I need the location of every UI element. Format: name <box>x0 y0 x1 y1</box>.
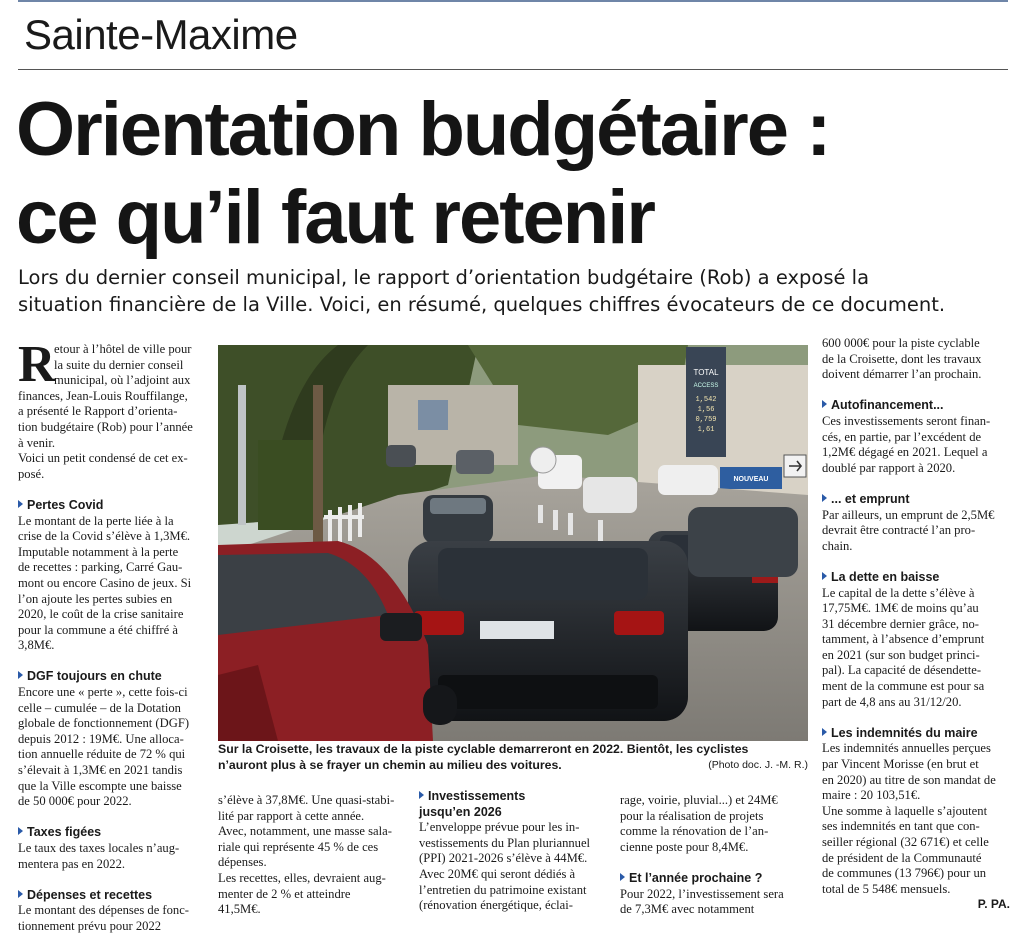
subhead-label: Dépenses et recettes <box>27 887 153 902</box>
text-line: en 2020) au titre de son mandat de <box>822 772 996 787</box>
subhead-dgf <box>18 669 202 685</box>
column-5 <box>822 336 1010 913</box>
text-line: globale de fonctionnement (DGF) <box>18 716 190 731</box>
text-line: seiller régional (32 671€) et celle <box>822 835 989 849</box>
text-line: (PPI) 2021-2026 s’élève à 44M€. <box>419 851 588 866</box>
text-line: ment de la commune est pour sa <box>822 679 985 694</box>
triangle-bullet-icon <box>419 791 424 799</box>
photo-credit: (Photo doc. J. -M. R.) <box>708 758 808 771</box>
text-line: (rénovation énergétique, éclai- <box>419 898 573 913</box>
text-line: menter de 2 % et atteindre <box>218 886 351 901</box>
column-2 <box>218 793 404 918</box>
subhead-label: Taxes figées <box>27 825 102 840</box>
text-line: doivent démarrer l’an prochain. <box>822 367 982 382</box>
text-line: devrait être contracté l’an pro- <box>822 523 976 538</box>
text-line: de 7,3M€ avec notamment <box>620 902 755 917</box>
triangle-bullet-icon <box>18 890 23 898</box>
intro-line: posé. <box>18 466 45 481</box>
text-line: dépenses. <box>218 855 267 870</box>
triangle-bullet-icon <box>18 827 23 835</box>
text-line: l’on ajoute les pertes subies en <box>18 591 173 606</box>
text-line: en 2021 (sur son budget princi- <box>822 647 980 662</box>
subhead-label: DGF toujours en chute <box>27 669 162 684</box>
lead-line-1: Lors du dernier conseil municipal, le rapport d’orientation budgétaire (Rob) a exposé la <box>18 266 870 289</box>
text-line: vestissements du Plan pluriannuel <box>419 835 591 850</box>
subhead-emprunt <box>822 492 1010 508</box>
text-line: de président de la Communauté <box>822 850 982 865</box>
subhead-label: Autofinancement... <box>831 398 944 413</box>
text-line: tion annuelle réduite de 72 % qui <box>18 747 186 762</box>
headline <box>16 86 1016 262</box>
access-sign: ACCESS <box>693 383 719 389</box>
drop-cap: R <box>18 336 56 393</box>
triangle-bullet-icon <box>18 500 23 508</box>
headline-line-1: Orientation budgétaire : <box>16 87 830 172</box>
text-line: total de 5 548€ mensuels. <box>822 881 951 896</box>
text-line: celle – cumulée – de la Dotation <box>18 700 181 715</box>
subhead-investissements <box>419 789 607 805</box>
text-line: de recettes : parking, Carré Gau- <box>18 560 183 575</box>
nouveau-sign: NOUVEAU <box>733 476 769 483</box>
text-line: L’enveloppe prévue pour les in- <box>419 820 580 835</box>
headline-line-2: ce qu’il faut retenir <box>16 175 654 260</box>
text-line: 3,8M€. <box>18 638 55 653</box>
text-line: l’entretien du patrimoine existant <box>419 882 587 897</box>
text-line: tionnement prévu pour 2022 <box>18 918 162 933</box>
text-dgf <box>18 685 202 810</box>
text-line: 41,5M€. <box>218 902 261 917</box>
intro-line: tion budgétaire (Rob) pour l’année <box>18 419 193 434</box>
lead-line-2: situation financière de la Ville. Voici, en résumé, quelques chiffres évocateurs de ce document. <box>18 293 946 316</box>
intro-line: la suite du dernier conseil <box>54 357 184 372</box>
subhead-depenses <box>18 888 202 904</box>
intro-paragraph <box>18 336 202 482</box>
text-line: Imputable notamment à la perte <box>18 544 179 559</box>
text-line: s’élève à 37,8M€. Une quasi-stabi- <box>218 793 395 807</box>
section-title: Sainte-Maxime <box>24 11 298 58</box>
subhead-dette <box>822 570 1010 586</box>
text-line: s’élevait à 1,3M€ en 2021 tandis <box>18 763 183 778</box>
lead-paragraph <box>18 264 1010 318</box>
price-4: 1,61 <box>697 426 715 434</box>
text-line: ses indemnités en tant que con- <box>822 819 980 834</box>
text-line: que la Ville escompte une baisse <box>18 778 182 793</box>
triangle-bullet-icon <box>822 572 827 580</box>
text-line: 17,75M€. 1M€ de moins qu’au <box>822 601 979 616</box>
total-sign: TOTAL <box>693 368 719 377</box>
text-line: Ces investissements seront finan- <box>822 413 991 428</box>
text-line: 31 décembre dernier grâce, no- <box>822 616 979 631</box>
triangle-bullet-icon <box>822 728 827 736</box>
text-line: Encore une « perte », cette fois-ci <box>18 685 188 700</box>
triangle-bullet-icon <box>620 873 625 881</box>
text-line: Le montant des dépenses de fonc- <box>18 903 190 918</box>
subhead-taxes <box>18 825 202 841</box>
text-line: Le taux des taxes locales n’aug- <box>18 841 180 855</box>
intro-line: finances, Jean-Louis Rouffilange, <box>18 388 188 403</box>
text-line: Par ailleurs, un emprunt de 2,5M€ <box>822 507 995 522</box>
subhead-autofinancement <box>822 398 1010 414</box>
author-signature: P. PA. <box>977 897 1010 912</box>
text-line: maire : 20 103,51€. <box>822 788 921 803</box>
text-line: pour la réalisation de projets <box>620 808 764 823</box>
text-line: rage, voirie, pluvial...) et 24M€ <box>620 793 778 807</box>
text-line: chain. <box>822 538 853 553</box>
section-rule <box>18 69 1008 70</box>
column-3 <box>419 789 607 914</box>
intro-line: Voici un petit condensé de cet ex- <box>18 451 188 466</box>
column-1 <box>18 336 202 935</box>
text-line: Le capital de la dette s’élève à <box>822 585 975 600</box>
subhead-label: ... et emprunt <box>831 491 910 506</box>
text-line: de communes (13 796€) pour un <box>822 866 987 881</box>
text-line: mont ou encore Casino de jeux. Si <box>18 575 192 590</box>
intro-line: etour à l’hôtel de ville pour <box>54 342 192 356</box>
subhead-label: Et l’année prochaine ? <box>629 870 763 885</box>
text-line: Les recettes, elles, devraient aug- <box>218 870 386 885</box>
text-line: de 50 000€ pour 2022. <box>18 794 132 809</box>
text-line: depuis 2012 : 19M€. Une alloca- <box>18 731 184 746</box>
text-taxes <box>18 841 202 872</box>
text-line: 600 000€ pour la piste cyclable <box>822 336 980 350</box>
column-4 <box>620 793 808 918</box>
price-1: 1,542 <box>695 396 717 404</box>
text-depenses <box>18 903 202 934</box>
text-line: 1,2M€ dégagé en 2021. Lequel a <box>822 445 988 460</box>
text-line: part de 4,8 ans au 31/12/20. <box>822 694 962 709</box>
text-line: pour la commune a été chiffré à <box>18 622 178 637</box>
subhead-label: Pertes Covid <box>27 497 104 512</box>
intro-line: à venir. <box>18 435 56 450</box>
text-line: riale qui représente 45 % de ces <box>218 839 379 854</box>
article-photo <box>218 345 808 741</box>
photo-caption <box>218 742 808 773</box>
text-line: comme la rénovation de l’an- <box>620 824 769 839</box>
text-line: Une somme à laquelle s’ajoutent <box>822 803 988 818</box>
triangle-bullet-icon <box>822 400 827 408</box>
text-line: cés, en partie, par l’excédent de <box>822 429 982 444</box>
text-pertes-covid <box>18 514 202 654</box>
text-line: Les indemnités annuelles perçues <box>822 741 991 756</box>
caption-line-1: Sur la Croisette, les travaux de la piste cyclable demarreront en 2022. Bientôt, les cyclistes <box>218 742 749 756</box>
triangle-bullet-icon <box>822 494 827 502</box>
subhead-investissements-line-2: jusqu’en 2026 <box>419 804 502 819</box>
text-line: par Vincent Morisse (en brut et <box>822 757 979 772</box>
subhead-label: La dette en baisse <box>831 569 940 584</box>
text-line: tamment, à l’absence d’emprunt <box>822 632 985 647</box>
text-line: pal). La capacité de désendette- <box>822 663 982 678</box>
text-line: lité par rapport à cette année. <box>218 808 365 823</box>
text-line: cienne poste pour 8,4M€. <box>620 839 749 854</box>
top-rule <box>18 0 1008 2</box>
text-line: mentera pas en 2022. <box>18 856 126 871</box>
price-2: 1,56 <box>697 406 715 414</box>
subhead-indemnites <box>822 726 1010 742</box>
subhead-label: Investissements <box>428 789 526 803</box>
text-line: doublé par rapport à 2020. <box>822 460 956 475</box>
subhead-label: Les indemnités du maire <box>831 725 978 740</box>
text-line: Avec, notamment, une masse sala- <box>218 824 392 839</box>
text-line: de la Croisette, dont les travaux <box>822 351 982 366</box>
text-line: Avec 20M€ qui seront dédiés à <box>419 866 576 881</box>
subhead-annee-prochaine <box>620 871 808 887</box>
caption-line-2: n’auront plus à se frayer un chemin au milieu des voitures. <box>218 757 562 772</box>
text-line: crise de la Covid s’élève à 1,3M€. <box>18 529 191 544</box>
subhead-pertes-covid <box>18 498 202 514</box>
intro-line: municipal, où l’adjoint aux <box>54 373 191 388</box>
text-line: Le montant de la perte liée à la <box>18 513 174 528</box>
text-line: Pour 2022, l’investissement sera <box>620 886 784 901</box>
triangle-bullet-icon <box>18 671 23 679</box>
price-3: 0,759 <box>695 416 717 424</box>
intro-line: a présenté le Rapport d’orienta- <box>18 404 178 419</box>
text-line: 2020, le coût de la crise sanitaire <box>18 607 184 622</box>
